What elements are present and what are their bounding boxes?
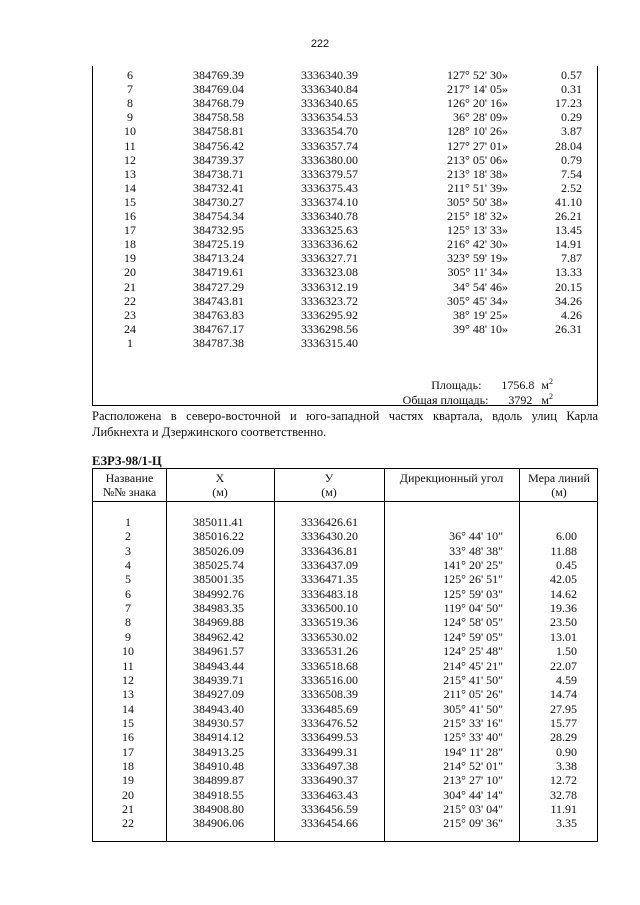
line-length: 22.07 — [550, 658, 577, 673]
y-coordinate: 3336354.53 — [301, 110, 358, 125]
line-length: 0.29 — [561, 110, 582, 125]
y-coordinate: 3336426.61 — [301, 515, 358, 529]
point-number: 22 — [122, 816, 134, 831]
y-coordinate: 3336340.84 — [301, 82, 358, 97]
direction-angle: 304° 44' 14" — [443, 787, 503, 802]
direction-angle: 305° 41' 50" — [443, 701, 503, 716]
y-coordinate: 3336463.43 — [301, 787, 358, 802]
x-coordinate: 384943.40 — [193, 701, 244, 716]
table-row — [93, 529, 597, 543]
line-length: 19.36 — [550, 601, 577, 616]
line-length: 27.95 — [550, 701, 577, 716]
y-coordinate: 3336436.81 — [301, 543, 358, 558]
table-row — [93, 251, 597, 265]
y-coordinate: 3336380.00 — [301, 152, 358, 167]
table-row — [93, 82, 597, 96]
y-coordinate: 3336298.56 — [301, 321, 358, 336]
point-number: 8 — [125, 615, 131, 630]
area-label: Площадь: — [431, 378, 482, 392]
line-length: 41.10 — [555, 194, 582, 209]
point-number: 18 — [122, 758, 134, 773]
x-coordinate: 384732.95 — [193, 223, 244, 238]
x-coordinate: 384914.12 — [193, 730, 244, 745]
table-row — [93, 68, 597, 82]
x-coordinate: 385011.41 — [193, 515, 244, 529]
x-coordinate: 384969.88 — [193, 615, 244, 630]
coordinates-table-continued — [92, 66, 598, 406]
y-coordinate: 3336340.78 — [301, 209, 358, 223]
direction-angle: 125° 33' 40" — [443, 730, 503, 745]
y-coordinate: 3336340.65 — [301, 96, 358, 111]
line-length: 6.00 — [556, 529, 577, 544]
table-row — [93, 209, 597, 223]
point-number: 20 — [122, 787, 134, 802]
point-number: 23 — [124, 307, 136, 322]
table-row — [93, 587, 597, 601]
table-row — [93, 773, 597, 787]
line-length: 4.59 — [556, 672, 577, 687]
direction-angle: 141° 20' 25" — [443, 558, 503, 573]
direction-angle: 305° 50' 38» — [447, 194, 508, 209]
y-coordinate: 3336508.39 — [301, 687, 358, 702]
line-length: 14.74 — [550, 687, 577, 702]
table-row — [93, 601, 597, 615]
line-length: 12.72 — [550, 773, 577, 788]
x-coordinate: 384962.42 — [193, 629, 244, 644]
x-coordinate: 384930.57 — [193, 715, 244, 730]
point-number: 15 — [122, 715, 134, 730]
direction-angle: 124° 59' 05" — [443, 629, 503, 644]
x-coordinate: 384927.09 — [193, 687, 244, 702]
x-coordinate: 384992.76 — [193, 586, 244, 601]
direction-angle: 213° 27' 10" — [443, 773, 503, 788]
point-number: 17 — [122, 744, 134, 759]
table-row — [93, 223, 597, 237]
line-length: 28.04 — [555, 138, 582, 153]
y-coordinate: 3336500.10 — [301, 601, 358, 616]
line-length: 7.54 — [561, 166, 582, 181]
direction-angle: 214° 45' 21" — [443, 658, 503, 673]
point-number: 1 — [127, 335, 133, 350]
point-number: 16 — [122, 730, 134, 745]
table-row — [93, 572, 597, 586]
y-coordinate: 3336336.62 — [301, 237, 358, 252]
point-number: 11 — [124, 138, 136, 153]
direction-angle: 215° 33' 16" — [443, 715, 503, 730]
direction-angle: 323° 59' 19» — [447, 251, 508, 266]
x-coordinate: 384918.55 — [193, 787, 244, 802]
table-row — [93, 153, 597, 167]
x-coordinate: 384727.29 — [193, 279, 244, 294]
x-coordinate: 384913.25 — [193, 744, 244, 759]
table-row — [93, 544, 597, 558]
point-number: 15 — [124, 194, 136, 209]
x-coordinate: 384769.04 — [193, 82, 244, 97]
x-coordinate: 384908.80 — [193, 802, 244, 816]
point-number: 24 — [124, 321, 136, 336]
x-coordinate: 384939.71 — [193, 672, 244, 687]
point-number: 13 — [122, 687, 134, 702]
point-number: 10 — [124, 124, 136, 139]
y-coordinate: 3336327.71 — [301, 251, 358, 266]
point-number: 12 — [124, 152, 136, 167]
table-row — [93, 802, 597, 816]
y-coordinate: 3336295.92 — [301, 307, 358, 322]
x-coordinate: 384758.58 — [193, 110, 244, 125]
direction-angle: 215° 18' 32» — [447, 209, 508, 223]
x-coordinate: 385016.22 — [193, 529, 244, 544]
coordinates-table — [92, 468, 598, 842]
y-coordinate: 3336454.66 — [301, 816, 358, 831]
table-row — [93, 673, 597, 687]
line-length: 0.31 — [561, 82, 582, 97]
direction-angle: 305° 11' 34» — [447, 265, 508, 280]
x-coordinate: 384763.83 — [193, 307, 244, 322]
y-coordinate: 3336374.10 — [301, 194, 358, 209]
table-row — [93, 124, 597, 138]
direction-angle: 125° 59' 03" — [443, 586, 503, 601]
y-coordinate: 3336516.00 — [301, 672, 358, 687]
table-row — [93, 110, 597, 124]
line-length: 3.38 — [556, 758, 577, 773]
location-description: Расположена в северо-восточной и юго-западной частях квартала, вдоль улиц Карла Либкнехта и Дзержинского соответственно. — [92, 409, 598, 439]
table-row — [93, 659, 597, 673]
table-row — [93, 195, 597, 209]
y-coordinate: 3336354.70 — [301, 124, 358, 139]
header-length: Мера линий (м) — [528, 471, 590, 499]
direction-angle: 211° 51' 39» — [447, 180, 508, 195]
point-number: 6 — [127, 68, 133, 82]
line-length: 3.35 — [556, 816, 577, 831]
direction-angle: 215° 03' 04" — [443, 802, 503, 816]
line-length: 17.23 — [555, 96, 582, 111]
total-area-row — [403, 393, 553, 408]
x-coordinate: 384756.42 — [193, 138, 244, 153]
page-number: 222 — [310, 38, 330, 50]
y-coordinate: 3336483.18 — [301, 586, 358, 601]
area-unit: м — [541, 378, 549, 392]
line-length: 34.26 — [555, 293, 582, 308]
point-number: 6 — [125, 586, 131, 601]
table-row — [93, 515, 597, 529]
x-coordinate: 384767.17 — [193, 321, 244, 336]
direction-angle: 125° 13' 33» — [447, 223, 508, 238]
table-row — [93, 181, 597, 195]
total-area-value: 3792 — [508, 393, 533, 407]
direction-angle: 36° 28' 09» — [453, 110, 508, 125]
line-length: 0.45 — [556, 558, 577, 573]
x-coordinate: 384906.06 — [193, 816, 244, 831]
table-row — [93, 558, 597, 572]
point-number: 12 — [122, 672, 134, 687]
y-coordinate: 3336490.37 — [301, 773, 358, 788]
header-y: У (м) — [321, 471, 337, 499]
x-coordinate: 384754.34 — [193, 209, 244, 223]
y-coordinate: 3336323.72 — [301, 293, 358, 308]
x-coordinate: 384719.61 — [193, 265, 244, 280]
direction-angle: 38° 19' 25» — [453, 307, 508, 322]
y-coordinate: 3336375.43 — [301, 180, 358, 195]
line-length: 3.87 — [561, 124, 582, 139]
point-number: 7 — [127, 82, 133, 97]
table-row — [93, 322, 597, 336]
y-coordinate: 3336519.36 — [301, 615, 358, 630]
direction-angle: 127° 27' 01» — [447, 138, 508, 153]
area-unit-power: 2 — [549, 377, 553, 386]
x-coordinate: 384725.19 — [193, 237, 244, 252]
y-coordinate: 3336325.63 — [301, 223, 358, 238]
x-coordinate: 384713.24 — [193, 251, 244, 266]
header-name: Название №№ знака — [102, 471, 157, 499]
x-coordinate: 384738.71 — [193, 166, 244, 181]
header-divider — [93, 501, 597, 502]
x-coordinate: 384983.35 — [193, 601, 244, 616]
x-coordinate: 385026.09 — [193, 543, 244, 558]
header-angle: Дирекционный угол — [399, 471, 504, 485]
line-length: 13.01 — [550, 629, 577, 644]
y-coordinate: 3336471.35 — [301, 572, 358, 587]
y-coordinate: 3336499.53 — [301, 730, 358, 745]
table-row — [93, 96, 597, 110]
direction-angle: 215° 41' 50" — [443, 672, 503, 687]
y-coordinate: 3336499.31 — [301, 744, 358, 759]
direction-angle: 211° 05' 26" — [443, 687, 503, 702]
table-row — [93, 816, 597, 830]
line-length: 32.78 — [550, 787, 577, 802]
x-coordinate: 385025.74 — [193, 558, 244, 573]
x-coordinate: 384732.41 — [193, 180, 244, 195]
point-number: 20 — [124, 265, 136, 280]
x-coordinate: 384768.79 — [193, 96, 244, 111]
point-number: 16 — [124, 209, 136, 223]
line-length: 11.88 — [550, 543, 577, 558]
direction-angle: 34° 54' 46» — [453, 279, 508, 294]
y-coordinate: 3336531.26 — [301, 644, 358, 659]
direction-angle: 39° 48' 10» — [453, 321, 508, 336]
table-row — [93, 730, 597, 744]
area-row — [431, 378, 553, 393]
point-number: 4 — [125, 558, 131, 573]
y-coordinate: 3336476.52 — [301, 715, 358, 730]
x-coordinate: 384787.38 — [193, 335, 244, 350]
direction-angle: 213° 05' 06» — [447, 152, 508, 167]
line-length: 20.15 — [555, 279, 582, 294]
table-row — [93, 644, 597, 658]
point-number: 7 — [125, 601, 131, 616]
y-coordinate: 3336357.74 — [301, 138, 358, 153]
direction-angle: 36° 44' 10" — [449, 529, 503, 544]
total-area-unit: м — [541, 393, 549, 407]
point-number: 8 — [127, 96, 133, 111]
y-coordinate: 3336437.09 — [301, 558, 358, 573]
table-row — [93, 687, 597, 701]
direction-angle: 124° 25' 48" — [443, 644, 503, 659]
point-number: 10 — [122, 644, 134, 659]
table-row — [93, 167, 597, 181]
direction-angle: 194° 11' 28" — [443, 744, 503, 759]
y-coordinate: 3336340.39 — [301, 68, 358, 82]
line-length: 15.77 — [550, 715, 577, 730]
line-length: 1.50 — [556, 644, 577, 659]
direction-angle: 305° 45' 34» — [447, 293, 508, 308]
y-coordinate: 3336485.69 — [301, 701, 358, 716]
total-area-unit-power: 2 — [549, 392, 553, 401]
x-coordinate: 384758.81 — [193, 124, 244, 139]
line-length: 0.79 — [561, 152, 582, 167]
line-length: 13.45 — [555, 223, 582, 238]
y-coordinate: 3336379.57 — [301, 166, 358, 181]
line-length: 26.31 — [555, 321, 582, 336]
direction-angle: 33° 48' 38" — [449, 543, 503, 558]
header-x: X (м) — [212, 471, 228, 499]
point-number: 1 — [125, 515, 131, 529]
point-number: 22 — [124, 293, 136, 308]
line-length: 42.05 — [550, 572, 577, 587]
section-title: ЕЗРЗ-98/1-Ц — [92, 454, 162, 468]
y-coordinate: 3336518.68 — [301, 658, 358, 673]
point-number: 3 — [125, 543, 131, 558]
table-row — [93, 237, 597, 251]
point-number: 9 — [127, 110, 133, 125]
direction-angle: 215° 09' 36" — [443, 816, 503, 831]
line-length: 28.29 — [550, 730, 577, 745]
line-length: 0.90 — [556, 744, 577, 759]
point-number: 19 — [122, 773, 134, 788]
point-number: 21 — [124, 279, 136, 294]
point-number: 11 — [122, 658, 134, 673]
line-length: 13.33 — [555, 265, 582, 280]
table-row — [93, 308, 597, 322]
table-row — [93, 745, 597, 759]
direction-angle: 214° 52' 01" — [443, 758, 503, 773]
point-number: 2 — [125, 529, 131, 544]
point-number: 17 — [124, 223, 136, 238]
direction-angle: 127° 52' 30» — [447, 68, 508, 82]
direction-angle: 216° 42' 30» — [447, 237, 508, 252]
point-number: 14 — [122, 701, 134, 716]
line-length: 7.87 — [561, 251, 582, 266]
line-length: 2.52 — [561, 180, 582, 195]
direction-angle: 119° 04' 50" — [443, 601, 503, 616]
table-row — [93, 280, 597, 294]
line-length: 23.50 — [550, 615, 577, 630]
line-length: 0.57 — [561, 68, 582, 82]
line-length: 4.26 — [561, 307, 582, 322]
point-number: 21 — [122, 802, 134, 816]
direction-angle: 217° 14' 05» — [447, 82, 508, 97]
line-length: 26.21 — [555, 209, 582, 223]
direction-angle: 128° 10' 26» — [447, 124, 508, 139]
point-number: 19 — [124, 251, 136, 266]
line-length: 11.91 — [550, 802, 577, 816]
point-number: 9 — [125, 629, 131, 644]
direction-angle: 126° 20' 16» — [447, 96, 508, 111]
y-coordinate: 3336456.59 — [301, 802, 358, 816]
line-length: 14.62 — [550, 586, 577, 601]
table-row — [93, 336, 597, 350]
x-coordinate: 384899.87 — [193, 773, 244, 788]
line-length: 14.91 — [555, 237, 582, 252]
table-row — [93, 139, 597, 153]
table-row — [93, 615, 597, 629]
y-coordinate: 3336315.40 — [301, 335, 358, 350]
x-coordinate: 384769.39 — [193, 68, 244, 82]
y-coordinate: 3336530.02 — [301, 629, 358, 644]
x-coordinate: 384739.37 — [193, 152, 244, 167]
table-row — [93, 294, 597, 308]
point-number: 14 — [124, 180, 136, 195]
y-coordinate: 3336312.19 — [301, 279, 358, 294]
x-coordinate: 384943.44 — [193, 658, 244, 673]
point-number: 18 — [124, 237, 136, 252]
table-row — [93, 265, 597, 279]
x-coordinate: 384961.57 — [193, 644, 244, 659]
x-coordinate: 384743.81 — [193, 293, 244, 308]
table-row — [93, 759, 597, 773]
table-row — [93, 702, 597, 716]
area-value: 1756.8 — [501, 378, 535, 392]
y-coordinate: 3336430.20 — [301, 529, 358, 544]
total-area-label: Общая площадь: — [402, 393, 489, 407]
point-number: 13 — [124, 166, 136, 181]
table-row — [93, 630, 597, 644]
table-row — [93, 716, 597, 730]
y-coordinate: 3336323.08 — [301, 265, 358, 280]
direction-angle: 124° 58' 05" — [443, 615, 503, 630]
x-coordinate: 384910.48 — [193, 758, 244, 773]
point-number: 5 — [125, 572, 131, 587]
x-coordinate: 384730.27 — [193, 194, 244, 209]
y-coordinate: 3336497.38 — [301, 758, 358, 773]
direction-angle: 213° 18' 38» — [447, 166, 508, 181]
table-row — [93, 788, 597, 802]
x-coordinate: 385001.35 — [193, 572, 244, 587]
direction-angle: 125° 26' 51" — [443, 572, 503, 587]
